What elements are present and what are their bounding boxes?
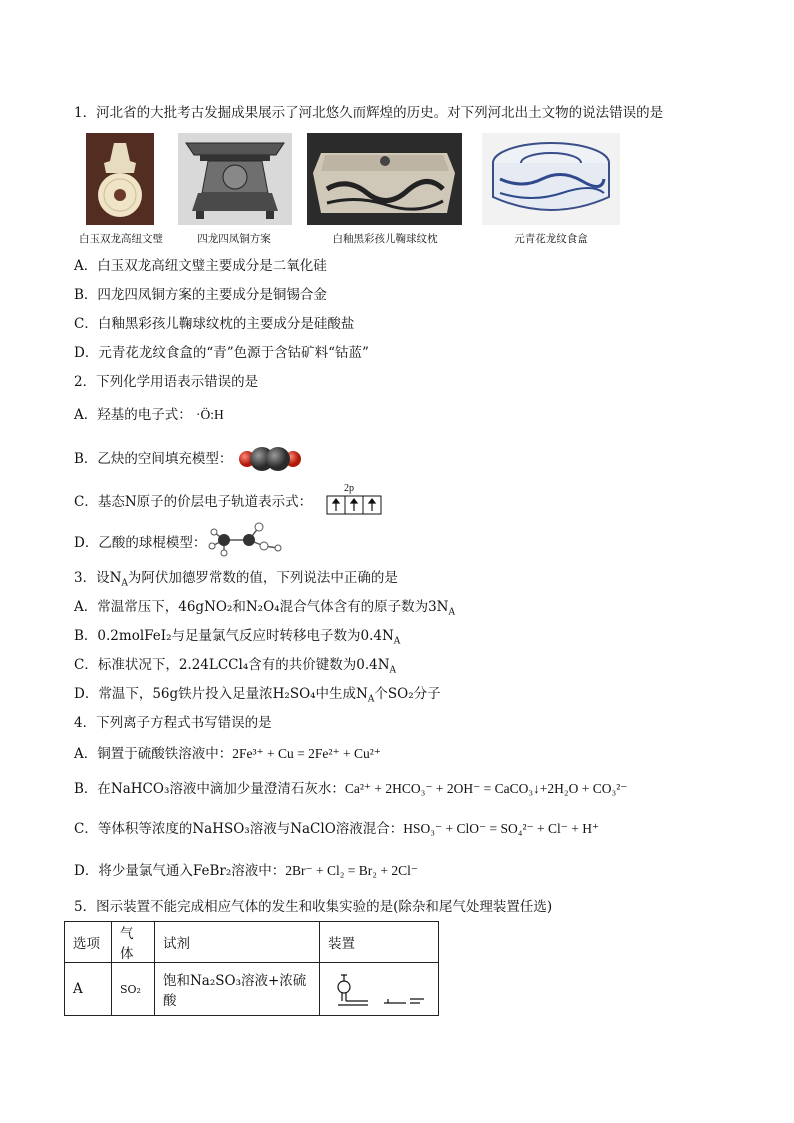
orbital-label-2p: 2p — [344, 483, 354, 494]
q2-stem: 2．下列化学用语表示错误的是 — [74, 374, 259, 390]
hydroxyl-electron-formula: ·Ö:H — [196, 407, 224, 422]
q4-option-c-equation: HSO₃⁻ + ClO⁻ = SO₄²⁻ + Cl⁻ + H⁺ — [403, 821, 600, 836]
q3-stem-tail: 为阿伏加德罗常数的值，下列说法中正确的是 — [127, 570, 398, 586]
acetic-acid-ball-stick-model — [206, 520, 284, 558]
gas-apparatus-diagram — [328, 965, 428, 1009]
q4-option-a-label: A．铜置于硫酸铁溶液中： — [74, 746, 233, 762]
q1-option-b: B．四龙四凤铜方案的主要成分是铜锡合金 — [74, 287, 327, 303]
q2-option-a-label: A．羟基的电子式： — [74, 407, 192, 423]
q5-cell-reagent: 饱和Na₂SO₃溶液+浓硫酸 — [155, 963, 320, 1016]
pillow-image — [307, 133, 462, 225]
q3-option-a-sub: A — [448, 607, 455, 618]
q5-header-gas: 气体 — [112, 922, 155, 963]
caption-bronze-table: 四龙四凤铜方案 — [197, 233, 271, 245]
q2-option-c — [74, 493, 312, 511]
q4-option-b-equation: Ca²⁺ + 2HCO₃⁻ + 2OH⁻ = CaCO₃↓+2H₂O + CO₃²⁻ — [344, 781, 628, 796]
q3-option-d-tail: 个SO₂分子 — [374, 686, 441, 702]
jade-bi-image — [86, 133, 154, 225]
caption-porcelain-box: 元青花龙纹食盒 — [514, 233, 588, 245]
q3-option-c-text: C．标准状况下，2.24LCCl₄含有的共价键数为0.4N — [74, 657, 390, 673]
q3-option-d-text: D．常温下，56g铁片投入足量浓H₂SO₄中生成N — [74, 686, 368, 702]
q5-stem: 5．图示装置不能完成相应气体的发生和收集实验的是(除杂和尾气处理装置任选) — [74, 899, 553, 915]
q1-option-c: C．白釉黑彩孩儿鞠球纹枕的主要成分是硅酸盐 — [74, 316, 355, 332]
q4-option-b — [74, 780, 627, 798]
q3-option-a-text: A．常温常压下，46gNO₂和N₂O₄混合气体含有的原子数为3N — [74, 599, 449, 615]
q3-option-c — [74, 656, 396, 674]
q4-option-d — [74, 862, 418, 880]
porcelain-box-image — [482, 133, 620, 225]
q4-option-c-label: C．等体积等浓度的NaHSO₃溶液与NaClO溶液混合： — [74, 821, 404, 837]
q2-option-a — [74, 406, 224, 424]
q3-stem-text: 3．设N — [74, 570, 122, 586]
q4-option-d-equation: 2Br⁻ + Cl₂ = Br₂ + 2Cl⁻ — [285, 863, 418, 878]
q2-option-d-label: D．乙酸的球棍模型： — [74, 535, 207, 551]
q2-option-c-label: C．基态N原子的价层电子轨道表示式： — [74, 494, 313, 510]
q2-option-d — [74, 534, 206, 552]
q1-option-a: A．白玉双龙高纽文璧主要成分是二氧化硅 — [74, 258, 327, 274]
caption-jade-bi: 白玉双龙高纽文璧 — [79, 233, 163, 245]
q4-stem: 4．下列离子方程式书写错误的是 — [74, 715, 272, 731]
orbital-diagram — [326, 495, 382, 515]
q3-option-b-text: B．0.2molFeI₂与足量氯气反应时转移电子数为0.4N — [74, 628, 394, 644]
q3-stem — [74, 569, 398, 587]
q1-option-d: D．元青花龙纹食盒的“青”色源于含钴矿料“钴蓝” — [74, 345, 369, 361]
bronze-table-image — [178, 133, 292, 225]
q4-option-d-label: D．将少量氯气通入FeBr₂溶液中： — [74, 863, 286, 879]
q5-cell-apparatus — [320, 963, 439, 1016]
q2-option-b — [74, 450, 232, 468]
q5-row-a — [65, 963, 439, 1016]
q5-header-row — [65, 922, 439, 963]
q3-option-b-sub: A — [393, 636, 401, 647]
q3-option-a — [74, 598, 455, 616]
q5-table — [64, 921, 439, 1016]
q3-option-c-sub: A — [389, 665, 397, 676]
q2-option-b-label: B．乙炔的空间填充模型： — [74, 451, 233, 467]
q3-option-d — [74, 685, 441, 703]
q3-option-d-sub: A — [367, 694, 375, 705]
q4-option-b-label: B．在NaHCO₃溶液中滴加少量澄清石灰水： — [74, 781, 345, 797]
q5-header-reagent: 试剂 — [155, 922, 320, 963]
q3-option-b — [74, 627, 400, 645]
q4-option-a-equation: 2Fe³⁺ + Cu = 2Fe²⁺ + Cu²⁺ — [232, 746, 381, 761]
q5-cell-gas: SO₂ — [112, 963, 155, 1016]
q3-stem-sub: A — [121, 578, 128, 589]
caption-pillow: 白釉黑彩孩儿鞠球纹枕 — [332, 233, 438, 245]
acetylene-space-filling-model — [238, 445, 302, 473]
q1-stem: 1．河北省的大批考古发掘成果展示了河北悠久而辉煌的历史。对下列河北出土文物的说法错误的是 — [74, 105, 664, 121]
q5-cell-option: A — [65, 963, 112, 1016]
q4-option-c — [74, 820, 599, 838]
q5-header-apparatus: 装置 — [320, 922, 439, 963]
q4-option-a — [74, 745, 381, 763]
q5-header-option: 选项 — [65, 922, 112, 963]
